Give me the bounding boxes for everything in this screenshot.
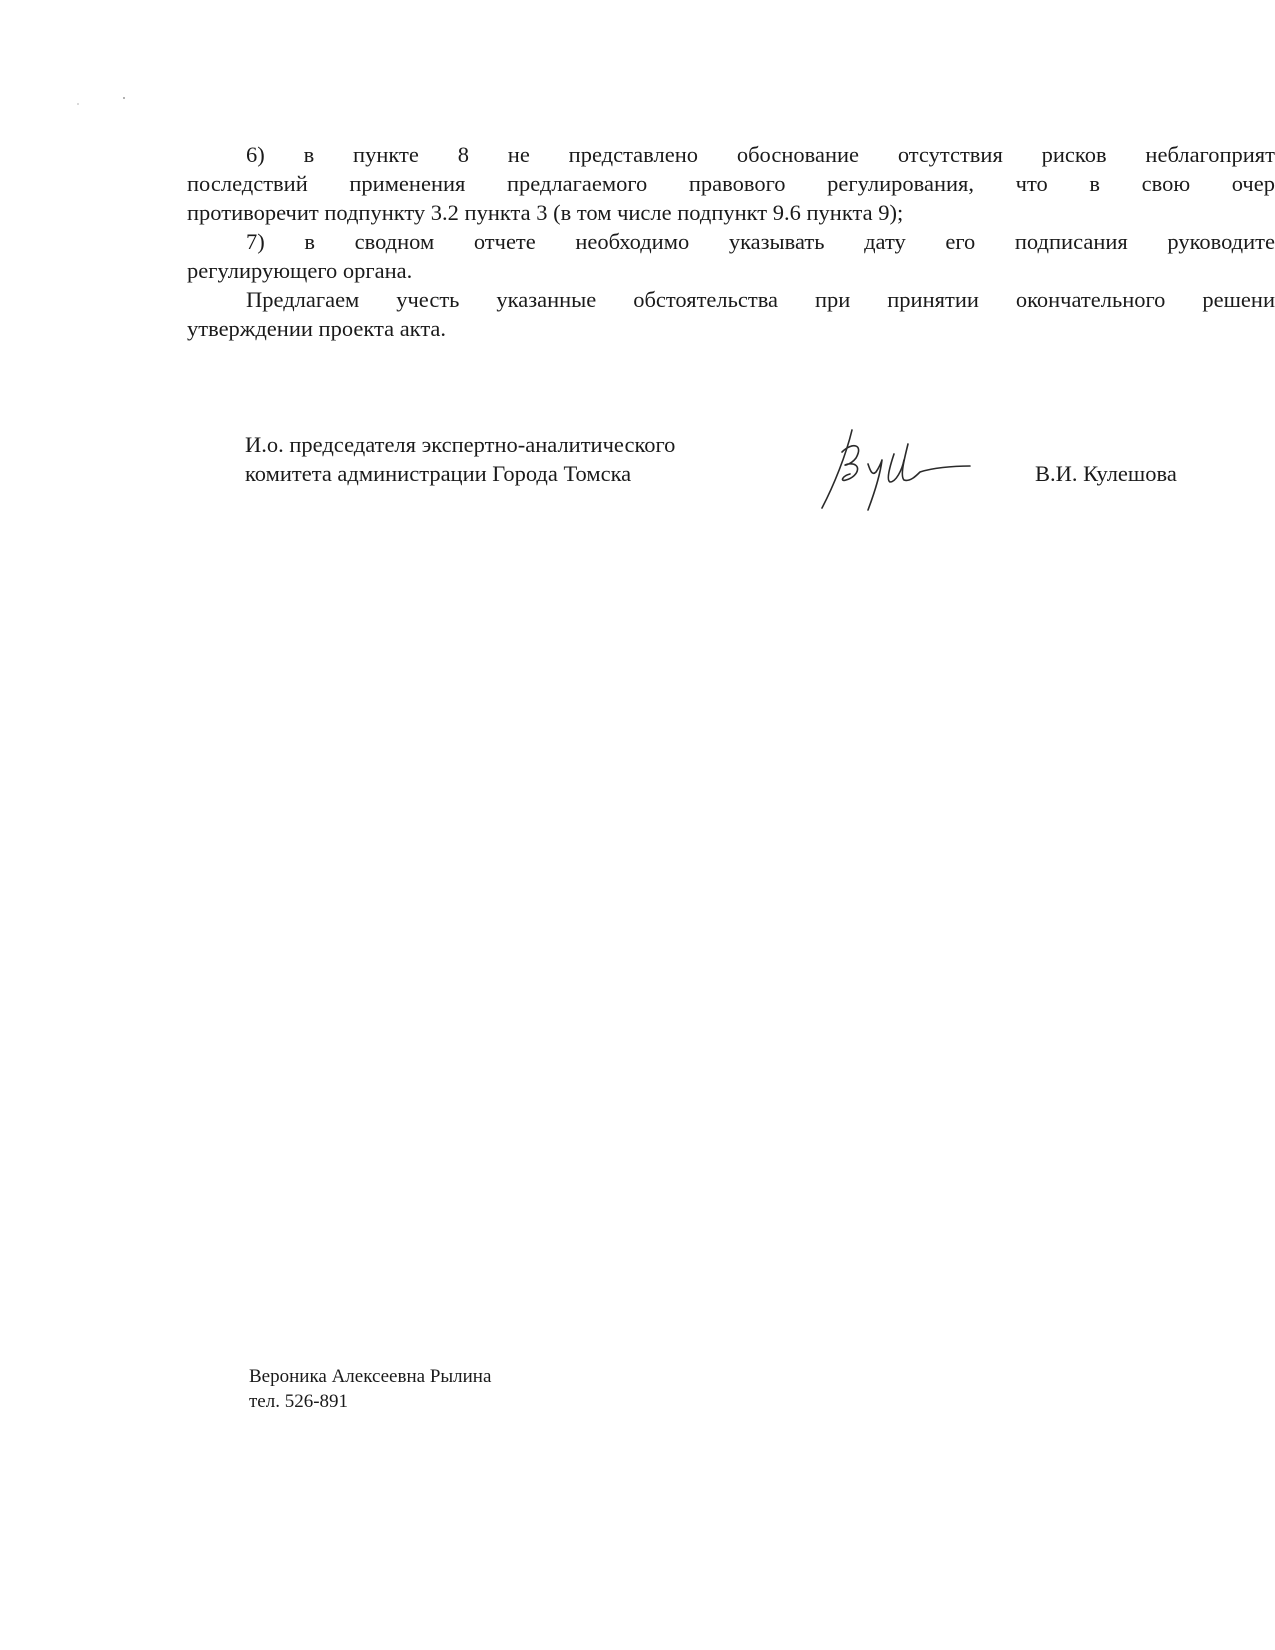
paragraph-line: 6) в пункте 8 не представлено обоснование отсутствия рисков неблагоприят (246, 142, 1275, 167)
paragraph-line: Предлагаем учесть указанные обстоятельства при принятии окончательного решени (246, 287, 1275, 312)
paragraph-line: противоречит подпункту 3.2 пункта 3 (в том числе подпункт 9.6 пункта 9); (187, 200, 904, 225)
scan-speck (77, 103, 79, 105)
signatory-title-line: И.о. председателя экспертно-аналитического (245, 432, 676, 457)
paragraph-line: утверждении проекта акта. (187, 316, 447, 341)
paragraph-item-7 (187, 227, 1275, 285)
scan-speck (123, 97, 125, 99)
paragraph-line: последствий применения предлагаемого правового регулирования, что в свою очер (187, 171, 1275, 196)
handwritten-signature (812, 420, 982, 520)
signer-name: В.И. Кулешова (1035, 461, 1177, 486)
executor-phone: тел. 526-891 (249, 1391, 349, 1412)
executor-contact (249, 1364, 491, 1414)
paragraph-line: регулирующего органа. (187, 258, 413, 283)
signatory-title (245, 430, 675, 488)
executor-name: Вероника Алексеевна Рылина (249, 1366, 492, 1387)
paragraph-line: 7) в сводном отчете необходимо указывать дату его подписания руководите (246, 229, 1275, 254)
paragraph-conclusion (187, 285, 1275, 343)
paragraph-item-6 (187, 140, 1275, 227)
signatory-title-line: комитета администрации Города Томска (245, 461, 632, 486)
document-body (187, 140, 1275, 343)
